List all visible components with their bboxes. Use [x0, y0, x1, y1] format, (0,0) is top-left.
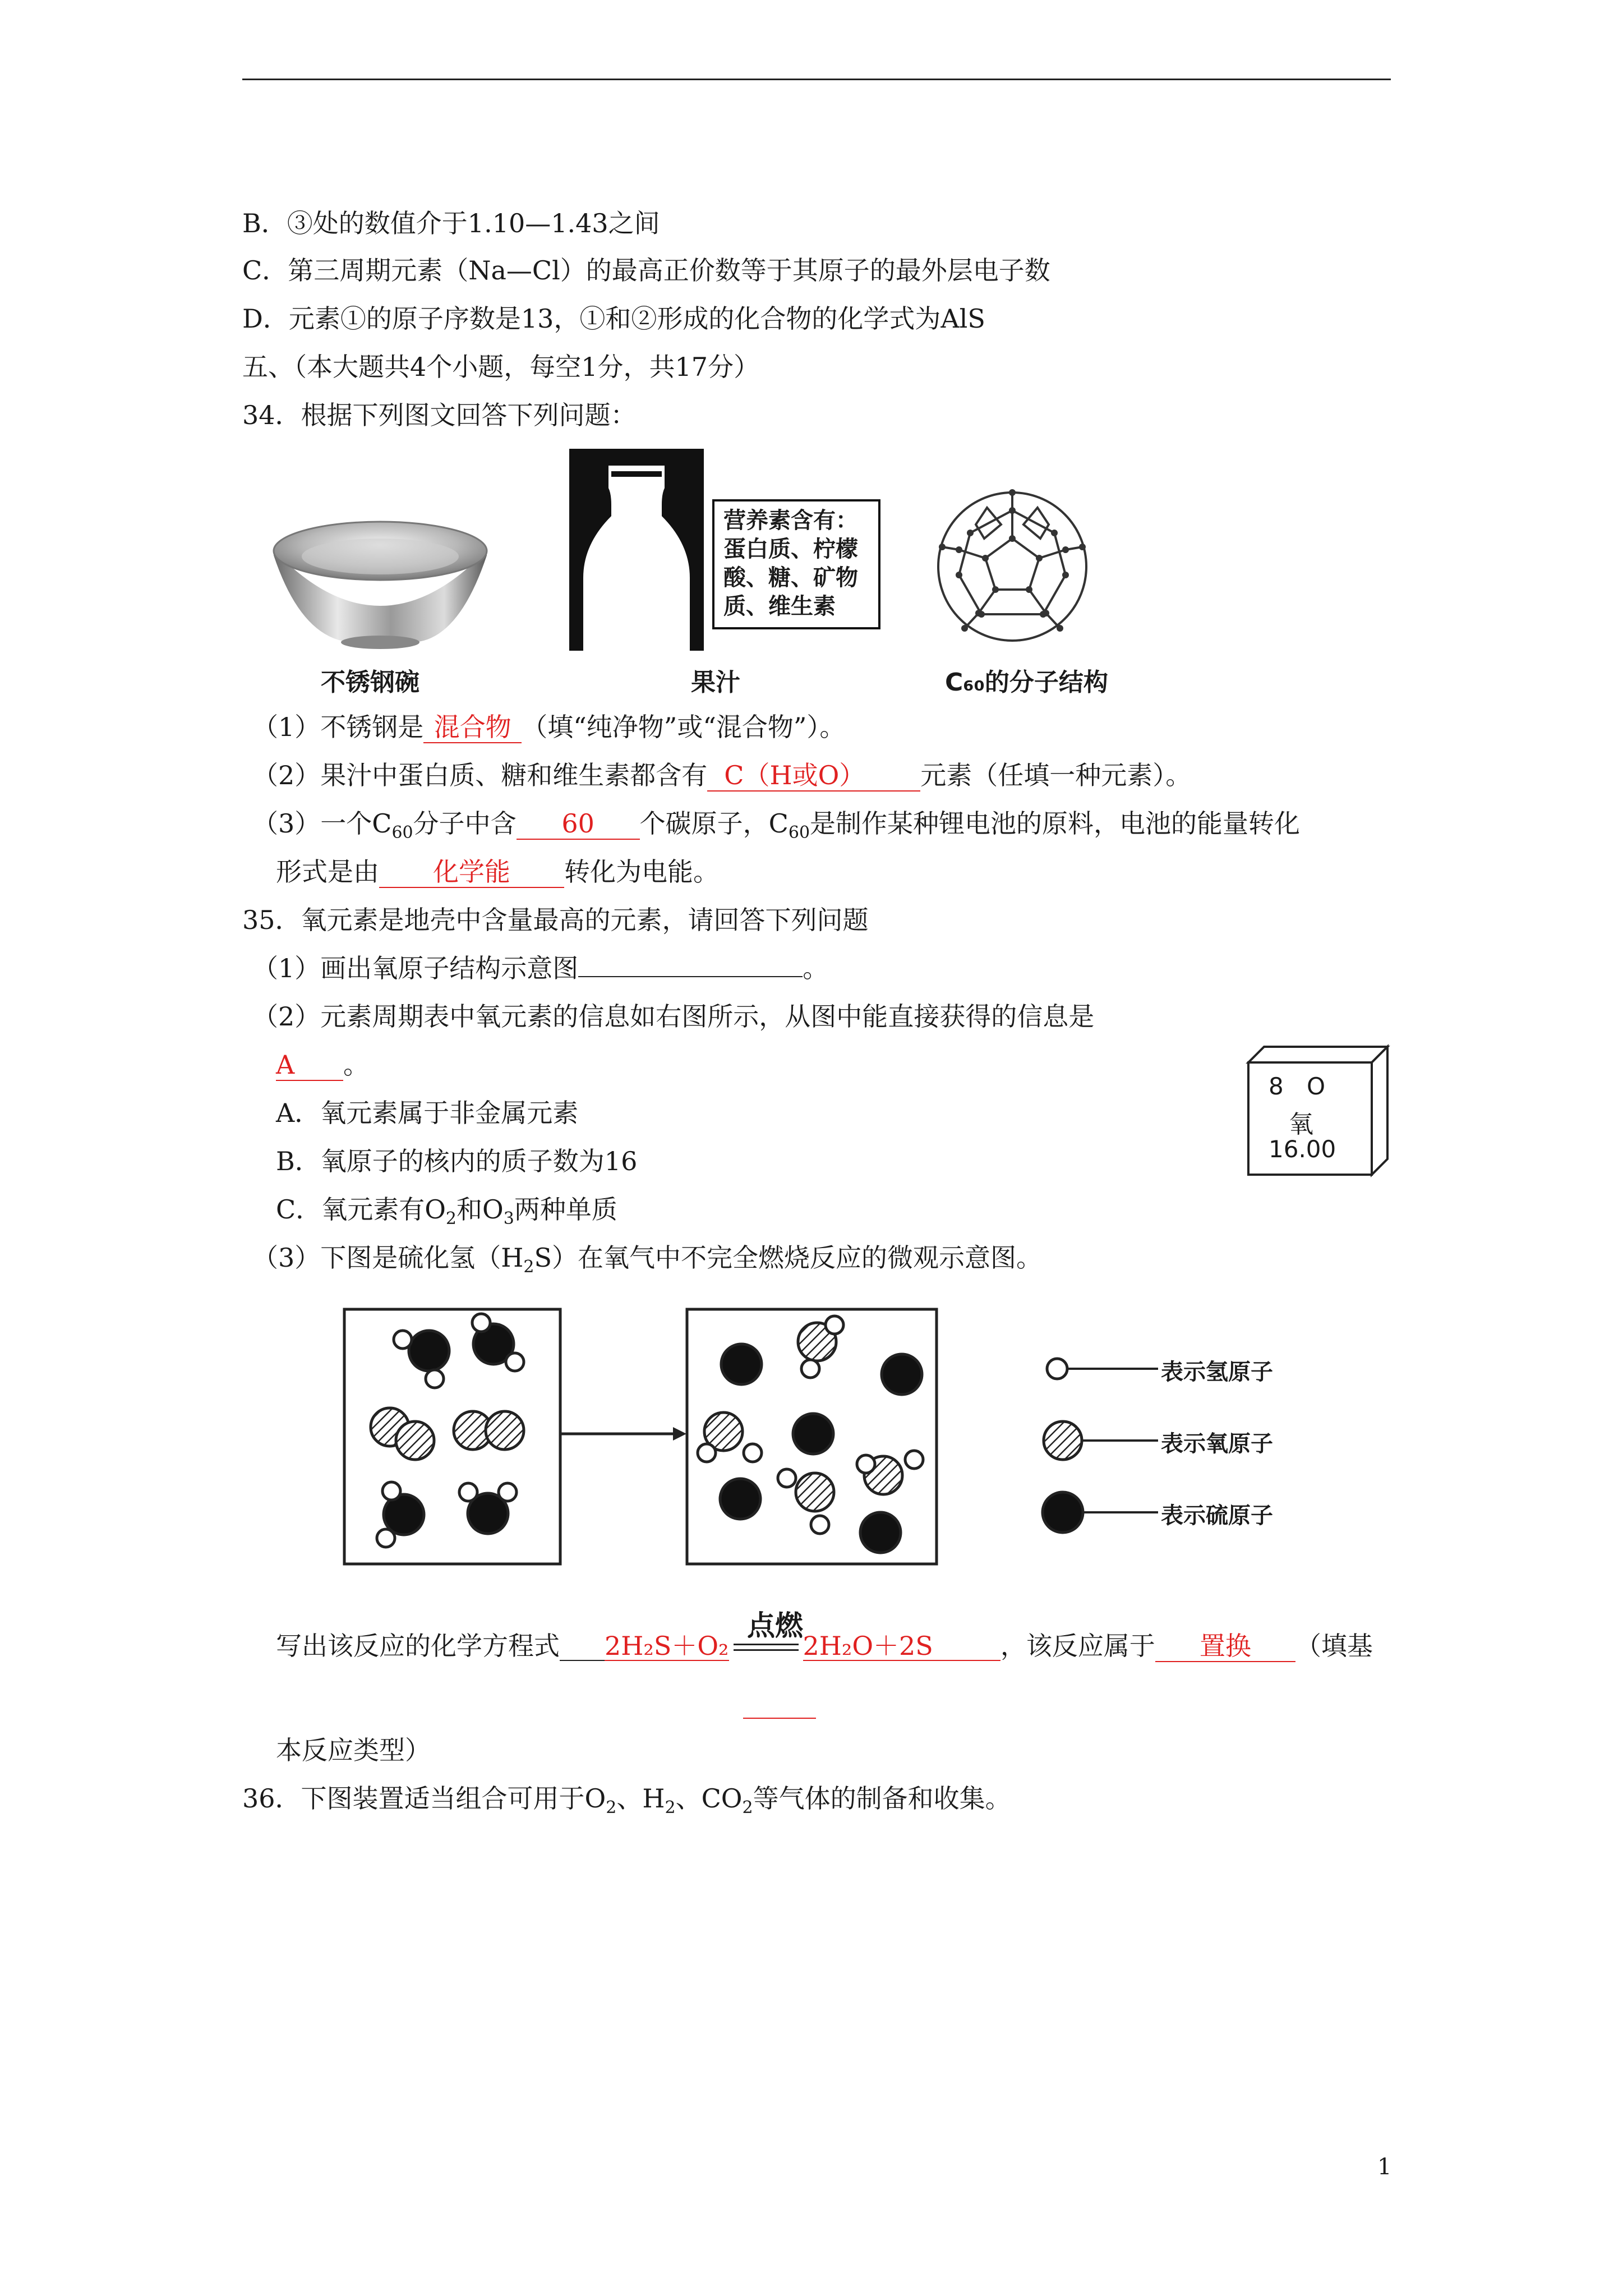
q35-option-c-text: C．氧元素有O: [276, 1194, 446, 1225]
equation-text: （填基: [1295, 1631, 1373, 1661]
q35-part2-end: 。: [343, 1050, 369, 1080]
q35-part3-text: S）在氧气中不完全燃烧反应的微观示意图。: [534, 1243, 1042, 1273]
q35-stem: 35．氧元素是地壳中含量最高的元素，请回答下列问题: [242, 905, 869, 935]
nutrition-line: 质、维生素: [723, 593, 836, 619]
element-name: 氧: [1289, 1110, 1313, 1139]
juice-bottle-image: [569, 449, 704, 651]
q34-part1-hint: （填“纯净物”或“混合物”）。: [522, 712, 846, 742]
answer-blank: 混合物: [423, 713, 522, 743]
q35-part3-text: （3）下图是硫化氢（H: [252, 1243, 524, 1273]
q33-option-b: B．③处的数值介于1.10—1.43之间: [242, 208, 660, 238]
legend-oxygen: 表示氧原子: [1161, 1431, 1273, 1457]
page-number: 1: [1377, 2154, 1392, 2180]
legend-sulfur: 表示硫原子: [1161, 1503, 1273, 1529]
equation-right: 2H₂O＋2S: [803, 1631, 933, 1661]
c60-structure-image: [931, 485, 1094, 648]
stainless-bowl-image: [268, 516, 492, 656]
answer-blank: A: [276, 1051, 343, 1081]
q34-part3-text: 形式是由: [276, 857, 379, 887]
answer-blank: 60: [517, 809, 640, 840]
q36-text: 、H: [616, 1783, 665, 1814]
answer-underline: [743, 1718, 816, 1719]
q33-option-c: C．第三周期元素（Na—Cl）的最高正价数等于其原子的最外层电子数: [242, 255, 1050, 286]
answer-blank: 置换: [1155, 1632, 1295, 1662]
answer-blank: [578, 975, 803, 977]
nutrition-line: 蛋白质、柠檬: [723, 536, 858, 562]
q36-text: 、CO: [675, 1783, 743, 1814]
q34-part3-cont: [276, 856, 719, 888]
q34-part3: （3）一个$C_{60}$分子中含 60 个碳原子，$C_{60}$是制作某种锂电池的原料，电池的能量转化: [252, 808, 1301, 843]
c60-label: C₆₀的分子结构: [945, 668, 1108, 697]
q34-part2-text: （2）果汁中蛋白质、糖和维生素都含有: [252, 760, 708, 790]
q36-text: 等气体的制备和收集。: [753, 1783, 1011, 1814]
q35-option-a: A．氧元素属于非金属元素: [276, 1098, 579, 1128]
reaction-micro-diagram: [336, 1301, 1301, 1571]
equation-condition: 点燃: [747, 1609, 803, 1642]
q34-part2-hint: 元素（任填一种元素）。: [920, 760, 1192, 790]
bowl-label: 不锈钢碗: [321, 668, 419, 697]
q35-part3: （3）下图是硫化氢$(H_2S)$在氧气中不完全燃烧反应的微观示意图。: [252, 1243, 1042, 1277]
nutrition-line: 酸、糖、矿物: [723, 565, 858, 591]
q34-part3-text: （3）一个C: [252, 808, 392, 839]
q34-part3-text: 个碳原子，C: [639, 808, 789, 839]
section-five-heading: 五、（本大题共4个小题，每空1分，共17分）: [242, 352, 760, 382]
header-rule: [242, 79, 1391, 80]
element-symbol: O: [1307, 1073, 1326, 1100]
q34-part3-text: 分子中含: [413, 808, 517, 839]
q35-part2: （2）元素周期表中氧元素的信息如右图所示，从图中能直接获得的信息是: [252, 1001, 1095, 1032]
element-mass: 16.00: [1269, 1135, 1336, 1163]
equation-text: ，该反应属于: [1000, 1631, 1155, 1661]
q35-equation-line-cont: 本反应类型）: [276, 1735, 431, 1765]
nutrition-line: 营养素含有：: [723, 508, 858, 533]
q34-part1: [252, 711, 845, 743]
q35-part1-end: 。: [803, 953, 829, 983]
answer-blank: [933, 1632, 1000, 1661]
q35-option-b: B．氧原子的核内的质子数为16: [276, 1146, 638, 1176]
equation-left: 2H₂S＋O₂: [605, 1631, 729, 1661]
q35-option-c-text: 和O: [457, 1194, 504, 1225]
q34-stem: 34．根据下列图文回答下列问题：: [242, 400, 637, 430]
element-number: 8: [1269, 1073, 1284, 1100]
answer-blank: 化学能: [379, 858, 564, 888]
juice-label: 果汁: [691, 668, 740, 697]
q35-part2-answer: [276, 1049, 369, 1081]
q33-option-d: D．元素①的原子序数是13，①和②形成的化合物的化学式为AlS: [242, 303, 985, 334]
q34-part3-text: 是制作某种锂电池的原料，电池的能量转化: [810, 808, 1301, 839]
q35-option-c-text: 两种单质: [514, 1194, 617, 1225]
q35-part1: [252, 953, 828, 984]
q34-part2: [252, 760, 1191, 792]
q34-part1-text: （1）不锈钢是: [252, 712, 424, 742]
q35-option-c: C．氧元素有$O_2$和$O_3$两种单质: [276, 1194, 617, 1228]
q36-text: 36．下图装置适当组合可用于O: [242, 1783, 606, 1814]
equation-prompt: 写出该反应的化学方程式: [276, 1631, 560, 1661]
answer-blank: [560, 1632, 605, 1661]
q35-part1-text: （1）画出氧原子结构示意图: [252, 953, 579, 983]
answer-blank: C（H或O）: [707, 761, 920, 792]
legend-hydrogen: 表示氢原子: [1161, 1359, 1273, 1385]
q34-part3-text: 转化为电能。: [564, 857, 719, 887]
q36-stem: 36．下图装置适当组合可用于$O_2$、$H_2$、$CO_2$等气体的制备和收集。: [242, 1783, 1011, 1818]
juice-nutrition-text: [723, 507, 858, 621]
q35-equation-line: [276, 1630, 1373, 1662]
